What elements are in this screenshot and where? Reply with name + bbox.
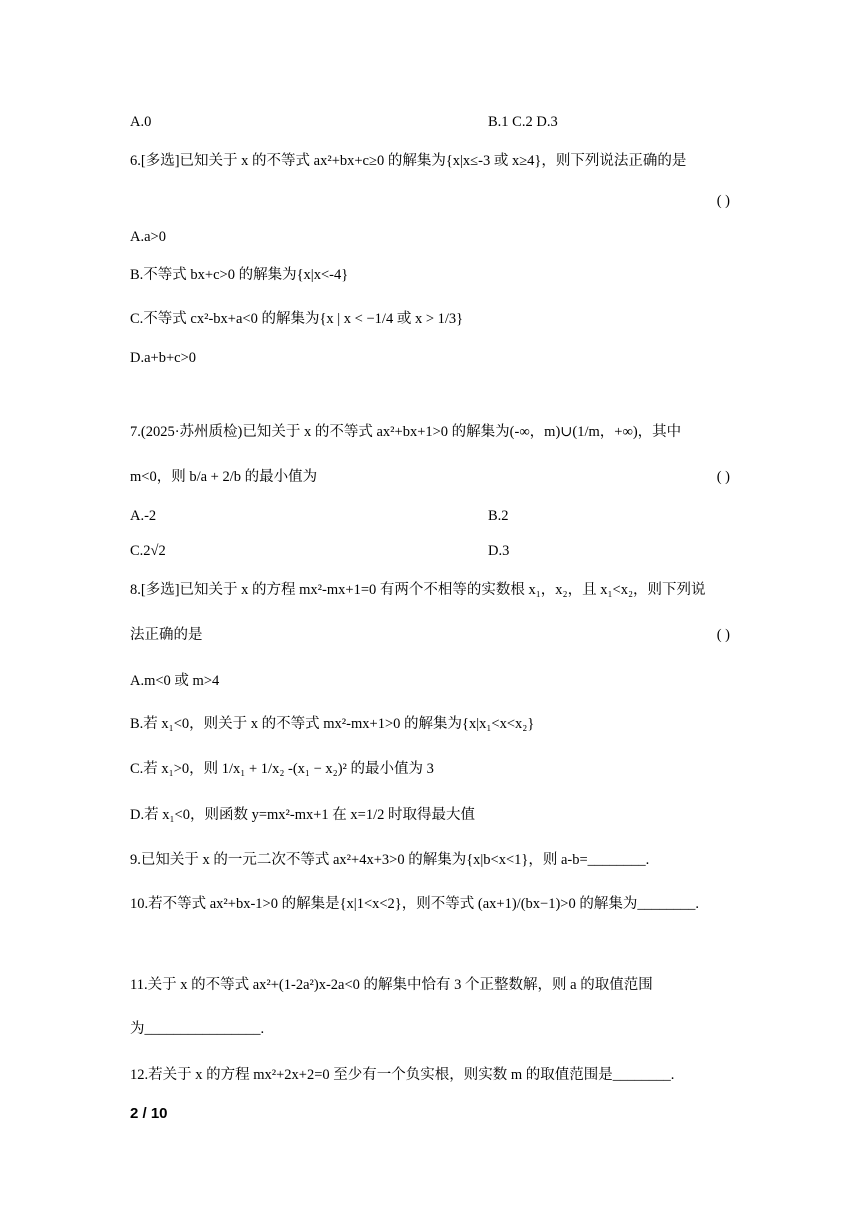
q6-option-c: C.不等式 cx²-bx+a<0 的解集为{x | x < −1/4 或 x > 1/3} bbox=[130, 311, 464, 327]
q7-answer-paren: ( ) bbox=[716, 469, 730, 485]
q7-option-d: D.3 bbox=[488, 543, 510, 559]
q8-option-d: D.若 x₁<0，则函数 y=mx²-mx+1 在 x=1/2 时取得最大值 bbox=[130, 807, 475, 823]
q12-stem: 12.若关于 x 的方程 mx²+2x+2=0 至少有一个负实根，则实数 m 的取值范围是________. bbox=[130, 1067, 675, 1083]
q10-stem: 10.若不等式 ax²+bx-1>0 的解集是{x|1<x<2}，则不等式 (ax+1)/(bx−1)>0 的解集为________. bbox=[130, 896, 699, 912]
q9-stem: 9.已知关于 x 的一元二次不等式 ax²+4x+3>0 的解集为{x|b<x<1}，则 a-b=________. bbox=[130, 852, 650, 868]
q7-stem-line2: m<0，则 b/a + 2/b 的最小值为 bbox=[130, 469, 318, 485]
q8-option-a: A.m<0 或 m>4 bbox=[130, 673, 220, 689]
q7-option-b: B.2 bbox=[488, 508, 509, 524]
q8-answer-paren: ( ) bbox=[716, 627, 730, 643]
q6-stem: 6.[多选]已知关于 x 的不等式 ax²+bx+c≥0 的解集为{x|x≤-3 或 x≥4}，则下列说法正确的是 bbox=[130, 153, 687, 169]
q7-stem-line1: 7.(2025·苏州质检)已知关于 x 的不等式 ax²+bx+1>0 的解集为(-∞，m)∪(1/m，+∞)，其中 bbox=[130, 424, 682, 440]
q7-option-a: A.-2 bbox=[130, 508, 157, 524]
q8-option-b: B.若 x₁<0，则关于 x 的不等式 mx²-mx+1>0 的解集为{x|x₁<x<x₂} bbox=[130, 716, 535, 732]
q8-stem-line2: 法正确的是 bbox=[130, 627, 203, 643]
page-number: 2 / 10 bbox=[130, 1105, 168, 1122]
q6-option-a: A.a>0 bbox=[130, 229, 166, 245]
q11-stem-line1: 11.关于 x 的不等式 ax²+(1-2a²)x-2a<0 的解集中恰有 3 个正整数解，则 a 的取值范围 bbox=[130, 977, 653, 993]
q8-stem-line1: 8.[多选]已知关于 x 的方程 mx²-mx+1=0 有两个不相等的实数根 x₁，x₂，且 x₁<x₂，则下列说 bbox=[130, 582, 706, 598]
q5-options-bcd: B.1 C.2 D.3 bbox=[488, 114, 558, 130]
q8-option-c: C.若 x₁>0，则 1/x₁ + 1/x₂ -(x₁ − x₂)² 的最小值为 3 bbox=[130, 761, 434, 777]
q5-option-a: A.0 bbox=[130, 114, 152, 130]
q6-option-b: B.不等式 bx+c>0 的解集为{x|x<-4} bbox=[130, 267, 349, 283]
q6-option-d: D.a+b+c>0 bbox=[130, 350, 197, 366]
q6-answer-paren: ( ) bbox=[716, 193, 730, 209]
q7-option-c: C.2√2 bbox=[130, 543, 166, 559]
q11-stem-line2: 为________________. bbox=[130, 1021, 265, 1037]
